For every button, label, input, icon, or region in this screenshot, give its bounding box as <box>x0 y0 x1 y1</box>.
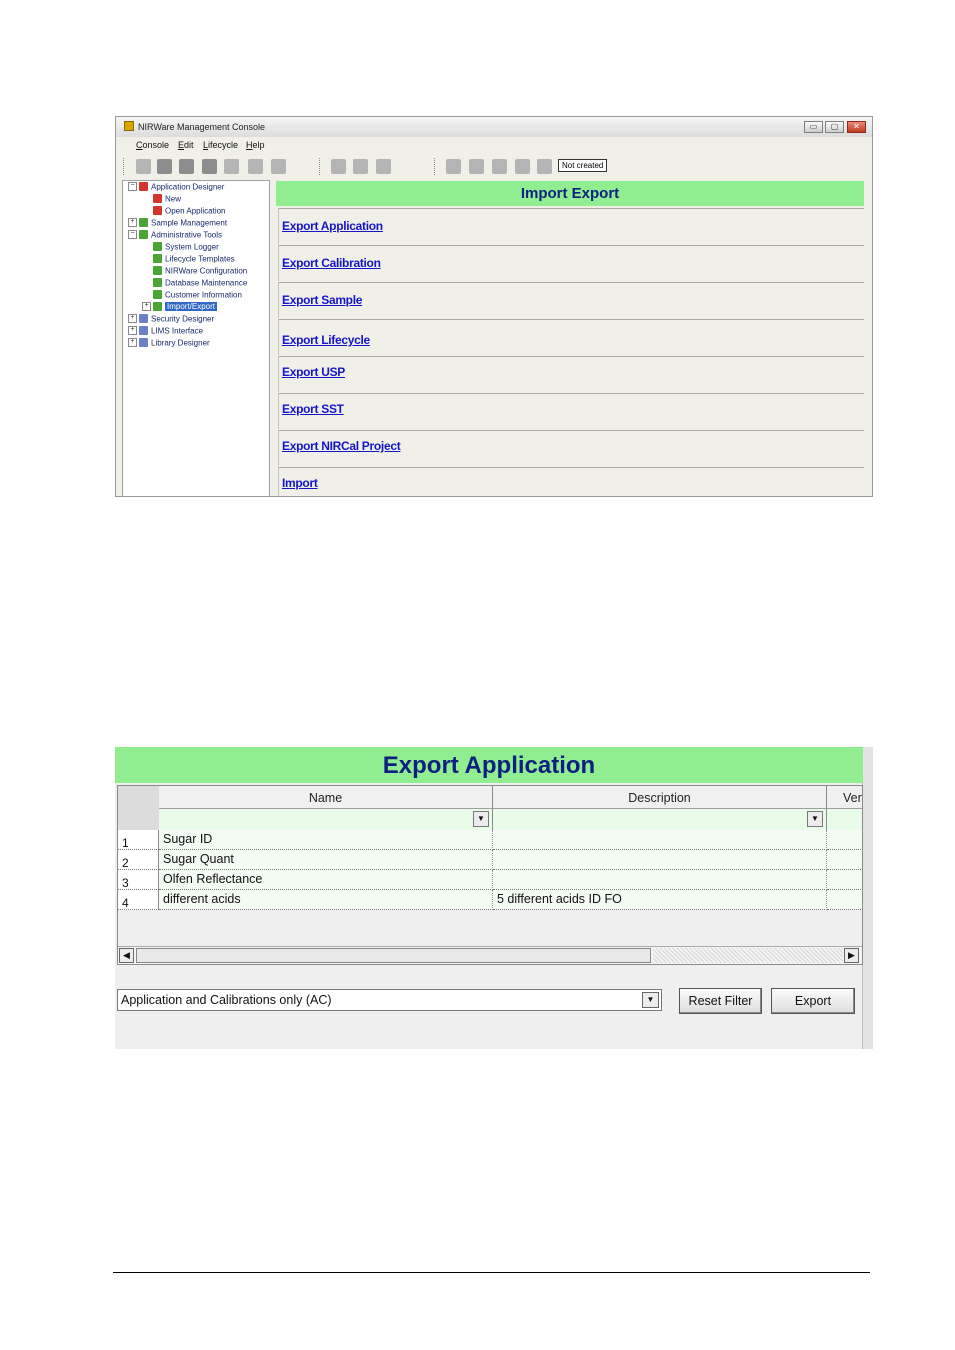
link-row <box>278 356 864 392</box>
cell-description[interactable]: 5 different acids ID FO <box>493 890 827 910</box>
database-icon[interactable] <box>446 159 461 174</box>
row-number[interactable]: 3 <box>118 870 159 890</box>
chevron-down-icon[interactable]: ▼ <box>642 992 659 1008</box>
menu-edit[interactable]: Edit <box>178 140 194 150</box>
row-number[interactable]: 2 <box>118 850 159 870</box>
toolbar-separator <box>434 158 437 175</box>
link-row <box>278 208 864 244</box>
collapse-icon[interactable]: − <box>128 230 137 239</box>
title-bar <box>116 117 872 137</box>
import-export-panel <box>276 181 866 497</box>
puzzle-icon <box>153 242 162 251</box>
puzzle-icon <box>153 194 162 203</box>
refresh-icon[interactable] <box>248 159 263 174</box>
cell-description[interactable] <box>493 870 827 890</box>
puzzle-icon <box>153 278 162 287</box>
export-button[interactable]: Export <box>771 988 855 1014</box>
tree-item-system-logger[interactable] <box>153 242 219 254</box>
print-icon[interactable] <box>224 159 239 174</box>
tree-item-sample-management[interactable] <box>128 218 227 230</box>
scrollbar-thumb[interactable] <box>136 948 651 963</box>
scrollbar-track[interactable] <box>653 948 843 963</box>
cell-version[interactable] <box>827 830 863 850</box>
tree-item-label: Lifecycle Templates <box>165 254 235 264</box>
expand-icon[interactable]: + <box>128 314 137 323</box>
tree-item-label: NIRWare Configuration <box>165 266 248 276</box>
tree-item-security-designer[interactable] <box>128 314 214 326</box>
tree-item-label: System Logger <box>165 242 219 252</box>
link-row <box>278 393 864 429</box>
applications-grid <box>117 785 863 965</box>
tree-item-customer-information[interactable] <box>153 290 242 302</box>
tree-item-label: Customer Information <box>165 290 242 300</box>
toolbar-separator <box>319 158 322 175</box>
database-copy-icon[interactable] <box>469 159 484 174</box>
delete-icon[interactable] <box>157 159 172 174</box>
export-sample-link[interactable]: Export Sample <box>282 293 363 307</box>
tree-item-import-export[interactable] <box>142 302 217 314</box>
puzzle-icon <box>139 326 148 335</box>
database-stack-icon[interactable] <box>492 159 507 174</box>
navigation-tree <box>122 180 270 497</box>
save-all-icon[interactable] <box>202 159 217 174</box>
horizontal-scrollbar[interactable] <box>118 946 862 965</box>
expand-icon[interactable]: + <box>128 218 137 227</box>
export-mode-value: Application and Calibrations only (AC) <box>121 993 332 1007</box>
export-application-link[interactable]: Export Application <box>282 219 383 233</box>
close-button[interactable]: ✕ <box>847 121 866 133</box>
panel-title: Import Export <box>276 181 864 206</box>
tree-item-lifecycle-templates[interactable] <box>153 254 235 266</box>
puzzle-icon <box>153 254 162 263</box>
link-row <box>278 467 864 497</box>
menu-console[interactable]: Console <box>136 140 170 150</box>
chevron-down-icon[interactable]: ▼ <box>473 811 489 827</box>
footer-divider <box>113 1272 870 1273</box>
export-calibration-link[interactable]: Export Calibration <box>282 256 381 270</box>
tree-item-label: Database Maintenance <box>165 278 248 288</box>
reset-filter-button[interactable]: Reset Filter <box>679 988 762 1014</box>
tree-item-label: Security Designer <box>151 314 215 324</box>
puzzle-icon <box>139 230 148 239</box>
menu-lifecycle[interactable]: Lifecycle <box>203 140 239 150</box>
column-header-version[interactable]: Ver <box>827 786 863 809</box>
new-icon[interactable] <box>136 159 151 174</box>
link-row <box>278 430 864 466</box>
puzzle-icon <box>153 290 162 299</box>
puzzle-icon <box>153 302 162 311</box>
cell-version[interactable] <box>827 870 863 890</box>
tree-item-database-maintenance[interactable] <box>153 278 247 290</box>
puzzle-icon <box>139 182 148 191</box>
tree-item-label: LIMS Interface <box>151 326 204 336</box>
tree-item-nirware-configuration[interactable] <box>153 266 247 278</box>
import-link[interactable]: Import <box>282 476 318 490</box>
row-number[interactable]: 4 <box>118 890 159 910</box>
export-nircal-project-link[interactable]: Export NIRCal Project <box>282 439 401 453</box>
tree-item-label: Administrative Tools <box>151 230 222 240</box>
tree-item-lims-interface[interactable] <box>128 326 203 338</box>
puzzle-icon <box>139 218 148 227</box>
cut-icon[interactable] <box>331 159 346 174</box>
paste-icon[interactable] <box>376 159 391 174</box>
grid-corner <box>118 786 160 830</box>
cell-version[interactable] <box>827 890 863 910</box>
tree-item-label: Sample Management <box>151 218 228 228</box>
tree-item-library-designer[interactable] <box>128 338 210 350</box>
document-icon[interactable] <box>515 159 530 174</box>
export-lifecycle-link[interactable]: Export Lifecycle <box>282 333 370 347</box>
expand-icon[interactable]: + <box>128 326 137 335</box>
toolbar <box>116 154 872 180</box>
tree-item-label: Application Designer <box>151 182 225 192</box>
scroll-right-icon[interactable]: ▶ <box>844 948 859 963</box>
version-filter[interactable] <box>827 809 863 830</box>
export-usp-link[interactable]: Export USP <box>282 365 346 379</box>
status-box: Not created <box>558 159 607 172</box>
tree-item-label: Open Application <box>165 206 226 216</box>
expand-icon[interactable]: + <box>142 302 151 311</box>
export-icon[interactable] <box>537 159 552 174</box>
preview-icon[interactable] <box>271 159 286 174</box>
copy-icon[interactable] <box>353 159 368 174</box>
minimize-button[interactable]: ▭ <box>804 121 823 133</box>
export-mode-select[interactable] <box>117 989 662 1011</box>
menu-help[interactable]: Help <box>246 140 265 150</box>
tree-item-label: Import/Export <box>167 302 216 312</box>
cell-description[interactable] <box>493 830 827 850</box>
chevron-down-icon[interactable]: ▼ <box>807 811 823 827</box>
toolbar-separator <box>123 158 126 175</box>
column-header-name[interactable]: Name <box>159 786 493 809</box>
puzzle-icon <box>153 266 162 275</box>
puzzle-icon <box>153 206 162 215</box>
window-title: NIRWare Management Console <box>138 122 266 132</box>
save-icon[interactable] <box>179 159 194 174</box>
name-filter[interactable] <box>159 809 493 830</box>
export-application-title: Export Application <box>115 747 863 783</box>
menu-bar <box>116 137 872 154</box>
tree-item-open-application[interactable] <box>153 206 226 218</box>
maximize-button[interactable]: ▢ <box>825 121 844 133</box>
cell-name[interactable]: Olfen Reflectance <box>159 870 493 890</box>
export-application-window <box>115 747 873 1049</box>
tree-item-administrative-tools[interactable] <box>128 230 222 242</box>
tree-item-application-designer[interactable] <box>128 182 224 194</box>
grid-empty-area <box>118 910 862 948</box>
export-sst-link[interactable]: Export SST <box>282 402 344 416</box>
cell-name[interactable]: Sugar Quant <box>159 850 493 870</box>
link-row <box>278 282 864 318</box>
expand-icon[interactable]: + <box>128 338 137 347</box>
management-console-window <box>115 116 873 497</box>
cell-name[interactable]: different acids <box>159 890 493 910</box>
tree-item-label: New <box>165 194 182 204</box>
window-edge <box>862 747 873 1049</box>
cell-name[interactable]: Sugar ID <box>159 830 493 850</box>
cell-description[interactable] <box>493 850 827 870</box>
link-row <box>278 245 864 281</box>
description-filter[interactable] <box>493 809 827 830</box>
tree-item-new[interactable] <box>153 194 181 206</box>
link-row <box>278 319 864 355</box>
puzzle-icon <box>139 314 148 323</box>
row-number[interactable]: 1 <box>118 830 159 850</box>
scroll-left-icon[interactable]: ◀ <box>119 948 134 963</box>
collapse-icon[interactable]: − <box>128 182 137 191</box>
tree-item-label: Library Designer <box>151 338 210 348</box>
column-header-description[interactable]: Description <box>493 786 827 809</box>
puzzle-icon <box>139 338 148 347</box>
app-icon <box>124 121 134 131</box>
cell-version[interactable] <box>827 850 863 870</box>
